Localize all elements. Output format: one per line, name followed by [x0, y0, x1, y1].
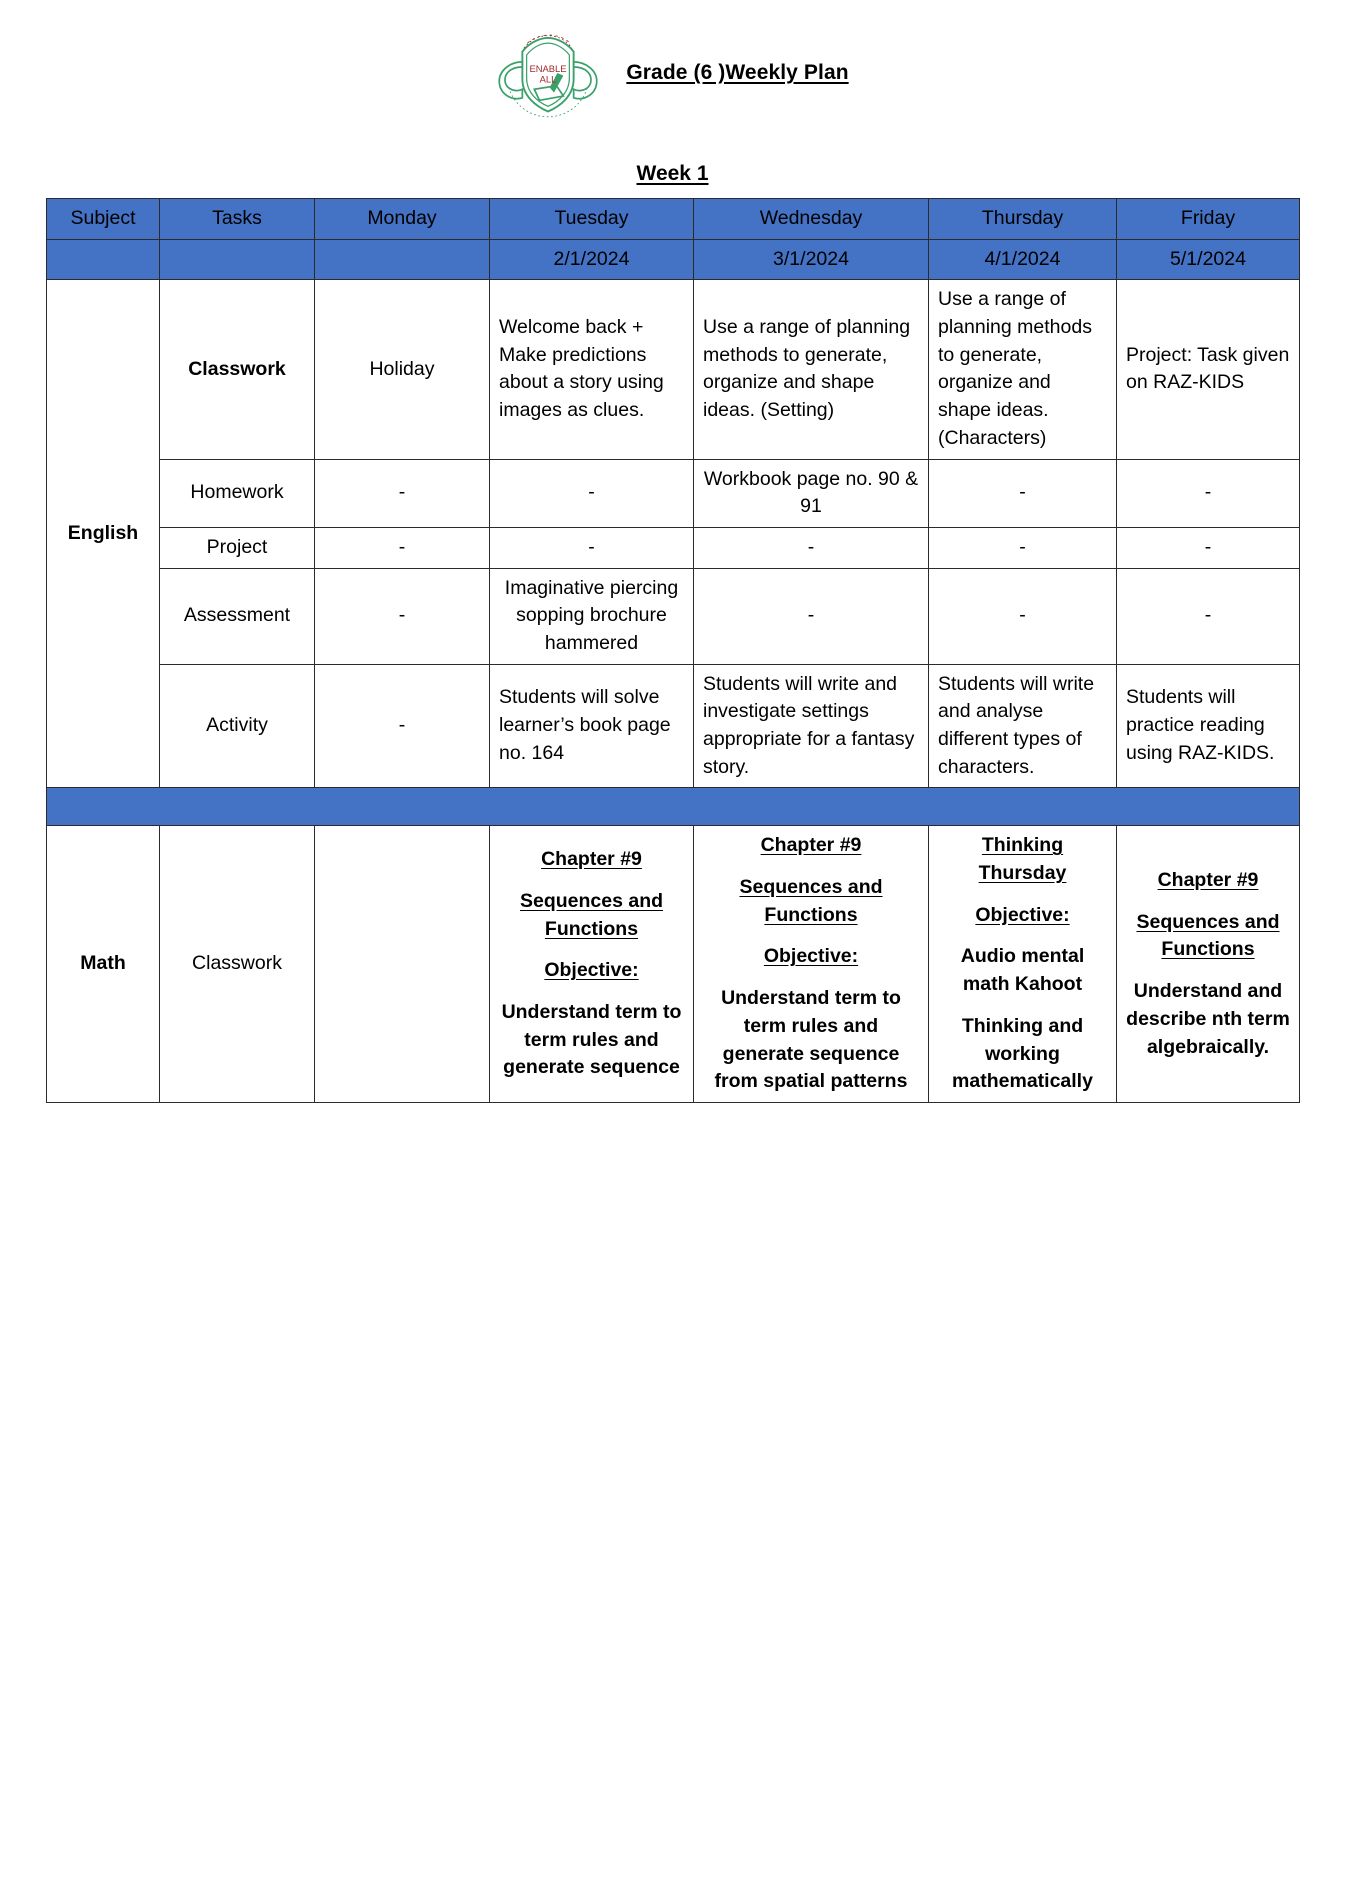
- logo-text-all: ALL: [539, 73, 557, 85]
- table-row-english-activity: [47, 664, 1300, 788]
- cell-english-project-friday: -: [1117, 527, 1300, 568]
- date-cell-tuesday: 2/1/2024: [490, 239, 694, 280]
- cell-english-activity-thursday: Students will write and analyse different types of characters.: [929, 664, 1117, 788]
- cell-english-assessment-wednesday: -: [694, 568, 929, 664]
- table-row-english-classwork: [47, 280, 1300, 459]
- math-fri-line-2: Sequences and Functions: [1136, 910, 1280, 961]
- cell-english-assessment-friday: -: [1117, 568, 1300, 664]
- cell-english-homework-friday: -: [1117, 459, 1300, 527]
- column-header-wednesday: Wednesday: [694, 199, 929, 240]
- cell-english-project-monday: -: [315, 527, 490, 568]
- date-cell-friday: 5/1/2024: [1117, 239, 1300, 280]
- weekly-plan-table: [46, 198, 1300, 1103]
- math-wed-line-3: Objective:: [763, 945, 859, 968]
- cell-english-homework-wednesday: Workbook page no. 90 & 91: [694, 459, 929, 527]
- column-header-friday: Friday: [1117, 199, 1300, 240]
- math-thu-body-2: Thinking and working mathematically: [952, 1014, 1093, 1093]
- table-header-row: [47, 199, 1300, 240]
- date-cell-thursday: 4/1/2024: [929, 239, 1117, 280]
- cell-english-classwork-wednesday: Use a range of planning methods to generate, organize and shape ideas. (Setting): [694, 280, 929, 459]
- page-title: Grade (6 )Weekly Plan: [626, 61, 849, 84]
- math-tue-line-2: Sequences and Functions: [519, 889, 664, 940]
- task-cell-assessment: Assessment: [160, 568, 315, 664]
- math-thu-body: Audio mental math Kahoot: [960, 945, 1085, 996]
- date-cell-monday: [315, 239, 490, 280]
- cell-english-homework-tuesday: -: [490, 459, 694, 527]
- math-fri-line-1: Chapter #9: [1157, 869, 1259, 892]
- cell-math-classwork-thursday: [929, 826, 1117, 1103]
- table-row-english-project: [47, 527, 1300, 568]
- cell-english-project-thursday: -: [929, 527, 1117, 568]
- math-wed-line-2: Sequences and Functions: [739, 876, 883, 926]
- week-title: Week 1: [636, 162, 709, 185]
- task-cell-classwork: Classwork: [160, 280, 315, 459]
- subject-cell-math: Math: [47, 826, 160, 1103]
- cell-english-classwork-friday: Project: Task given on RAZ-KIDS: [1117, 280, 1300, 459]
- math-tue-line-1: Chapter #9: [541, 848, 642, 871]
- cell-english-classwork-thursday: Use a range of planning methods to generate, organize and shape ideas. (Characters): [929, 280, 1117, 459]
- cell-math-classwork-wednesday: [694, 826, 929, 1103]
- math-thu-line-2: Objective:: [975, 903, 1070, 926]
- subject-cell-english: English: [47, 280, 160, 788]
- cell-english-assessment-monday: -: [315, 568, 490, 664]
- math-fri-body: Understand and describe nth term algebraically.: [1126, 980, 1290, 1058]
- column-header-tasks: Tasks: [160, 199, 315, 240]
- math-thu-line-1: Thinking Thursday: [978, 834, 1067, 885]
- task-cell-project: Project: [160, 527, 315, 568]
- math-wed-line-1: Chapter #9: [760, 834, 862, 857]
- cell-english-project-tuesday: -: [490, 527, 694, 568]
- cell-math-classwork-friday: [1117, 826, 1300, 1103]
- column-header-thursday: Thursday: [929, 199, 1117, 240]
- table-row-english-assessment: [47, 568, 1300, 664]
- column-header-tuesday: Tuesday: [490, 199, 694, 240]
- task-cell-homework: Homework: [160, 459, 315, 527]
- task-cell-math-classwork: Classwork: [160, 826, 315, 1103]
- enable-all-school-logo: [496, 26, 600, 120]
- separator-band-cell: [47, 788, 1300, 826]
- cell-english-activity-monday: -: [315, 664, 490, 788]
- cell-english-activity-tuesday: Students will solve learner’s book page no. 164: [490, 664, 694, 788]
- cell-english-homework-thursday: -: [929, 459, 1117, 527]
- table-date-row: [47, 239, 1300, 280]
- cell-english-activity-friday: Students will practice reading using RAZ-KIDS.: [1117, 664, 1300, 788]
- table-row-english-homework: [47, 459, 1300, 527]
- cell-english-classwork-monday: Holiday: [315, 280, 490, 459]
- section-separator-band: [47, 788, 1300, 826]
- table-row-math-classwork: [47, 826, 1300, 1103]
- column-header-monday: Monday: [315, 199, 490, 240]
- column-header-subject: Subject: [47, 199, 160, 240]
- task-cell-activity: Activity: [160, 664, 315, 788]
- date-cell-wednesday: 3/1/2024: [694, 239, 929, 280]
- cell-english-classwork-tuesday: Welcome back + Make predictions about a story using images as clues.: [490, 280, 694, 459]
- cell-english-activity-wednesday: Students will write and investigate settings appropriate for a fantasy story.: [694, 664, 929, 788]
- cell-english-homework-monday: -: [315, 459, 490, 527]
- cell-math-classwork-tuesday: [490, 826, 694, 1103]
- math-tue-body: Understand term to term rules and generate sequence: [501, 1000, 682, 1079]
- date-cell-tasks: [160, 239, 315, 280]
- math-tue-line-3: Objective:: [544, 959, 639, 982]
- cell-english-assessment-thursday: -: [929, 568, 1117, 664]
- math-wed-body: Understand term to term rules and generate sequence from spatial patterns: [714, 987, 908, 1093]
- logo-text-enable: ENABLE: [529, 63, 567, 75]
- cell-math-classwork-monday: [315, 826, 490, 1103]
- cell-english-project-wednesday: -: [694, 527, 929, 568]
- document-header: [0, 0, 1345, 124]
- date-cell-subject: [47, 239, 160, 280]
- cell-english-assessment-tuesday: Imaginative piercing sopping brochure hammered: [490, 568, 694, 664]
